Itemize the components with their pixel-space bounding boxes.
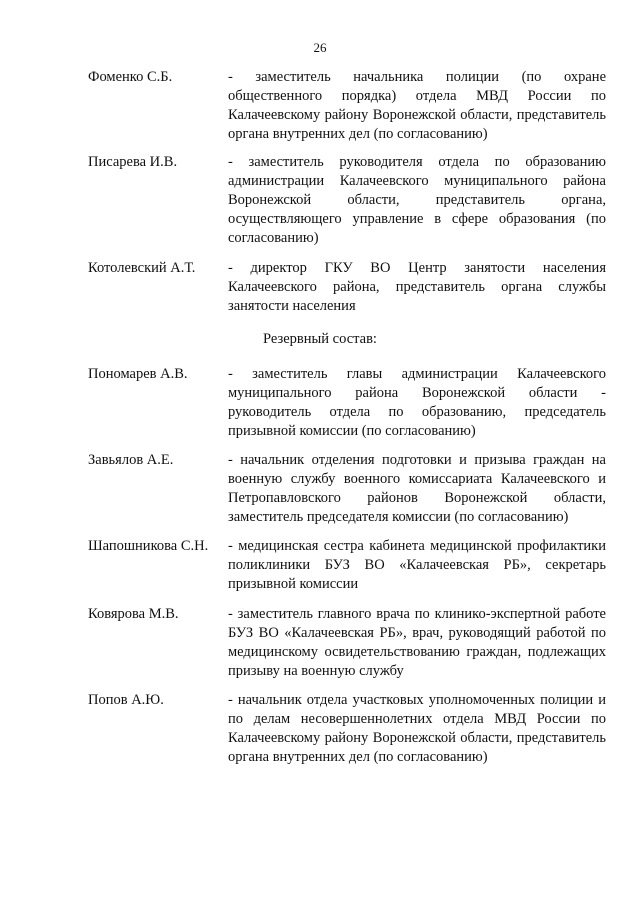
member-description: - заместитель главы администрации Калачеевского муниципального района Воронежской области - руководитель отдела по образованию, председатель призывной комиссии (по согласованию) xyxy=(228,366,606,439)
member-description: - начальник отдела участковых уполномоченных полиции и по делам несовершеннолетних отдела МВД России по Калачеевскому району Воронежской области, представитель органа внутренних дел (по согласованию) xyxy=(228,692,606,765)
page-number: 26 xyxy=(313,40,327,55)
member-name: Завьялов А.Е. xyxy=(88,452,174,468)
member-description: - заместитель руководителя отдела по образованию администрации Калачеевского муниципального района Воронежской области, представитель органа, осуществляющего управление в сфере образования (по согласованию) xyxy=(228,154,606,246)
member-name: Шапошникова С.Н. xyxy=(88,538,209,554)
member-name: Пономарев А.В. xyxy=(88,366,188,382)
member-description: - заместитель начальника полиции (по охране общественного порядка) отдела МВД России по Калачеевскому району Воронежской области, представитель органа внутренних дел (по согласованию) xyxy=(228,69,606,142)
member-name: Котолевский А.Т. xyxy=(88,260,196,276)
member-name: Попов А.Ю. xyxy=(88,692,164,708)
member-name: Фоменко С.Б. xyxy=(88,69,173,85)
member-description: - директор ГКУ ВО Центр занятости населения Калачеевского района, представитель органа службы занятости населения xyxy=(228,260,606,314)
member-description: - начальник отделения подготовки и призыва граждан на военную службу военного комиссариата Калачеевского и Петропавловского районов Воронежской области, заместитель председателя комиссии (по согласованию) xyxy=(228,452,606,525)
reserve-heading: Резервный состав: xyxy=(263,331,377,347)
member-description: - заместитель главного врача по клинико-экспертной работе БУЗ ВО «Калачеевская РБ», врач, руководящий работой по медицинскому освидетельствованию граждан, подлежащих призыву на военную службу xyxy=(228,606,606,679)
member-name: Ковярова М.В. xyxy=(88,606,179,622)
member-name: Писарева И.В. xyxy=(88,154,178,170)
member-description: - медицинская сестра кабинета медицинской профилактики поликлиники БУЗ ВО «Калачеевская РБ», секретарь призывной комиссии xyxy=(228,538,606,592)
